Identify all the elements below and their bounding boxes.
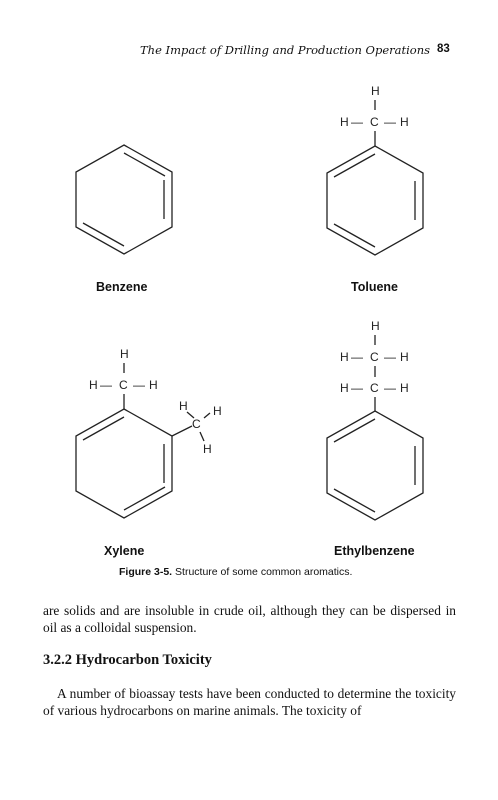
ethylbenzene-c1: C [370, 350, 379, 364]
figure-caption [119, 566, 352, 578]
ethylbenzene-h2-right: H [400, 381, 409, 395]
ethylbenzene-ring [327, 411, 423, 520]
xylene-structure [76, 347, 222, 518]
section-heading: 3.2.2 Hydrocarbon Toxicity [43, 652, 212, 668]
toluene-h-top: H [371, 84, 380, 98]
xylene-bond-right: — [133, 378, 145, 392]
toluene-h-left: H [340, 115, 349, 129]
ethylbenzene-h-top: H [371, 319, 380, 333]
xylene-ring [76, 409, 172, 518]
toluene-ring [327, 146, 423, 255]
ethylbenzene-h2-left: H [340, 381, 349, 395]
xylene-methyl-h-lower: H [203, 442, 212, 456]
toluene-bond-left: — [351, 115, 363, 129]
ethylbenzene-h1-right: H [400, 350, 409, 364]
body-paragraph: A number of bioassay tests have been conducted to determine the toxicity of various hydrocarbons on marine animals. The toxicity of [43, 686, 456, 718]
ethylbenzene-structure [327, 319, 423, 520]
toluene-label: Toluene [351, 280, 398, 294]
toluene-bond-right: — [384, 115, 396, 129]
ethylbenzene-bond-left: — [351, 381, 363, 395]
figure-caption-label: Figure 3-5. [119, 566, 173, 578]
toluene-structure [327, 84, 423, 255]
xylene-methyl-bond [187, 412, 194, 418]
xylene-c: C [119, 378, 128, 392]
page-number: 83 [437, 43, 450, 55]
xylene-h-left: H [89, 378, 98, 392]
xylene-methyl-bond [172, 426, 192, 436]
benzene-ring [76, 145, 172, 254]
xylene-methyl-bond [200, 432, 204, 441]
xylene-methyl-c: C [192, 417, 201, 431]
ethylbenzene-bond-right: — [384, 350, 396, 364]
ethylbenzene-h1-left: H [340, 350, 349, 364]
ethylbenzene-label: Ethylbenzene [334, 544, 415, 558]
xylene-bond-left: — [100, 378, 112, 392]
xylene-methyl-h-right: H [213, 404, 222, 418]
body-paragraph: are solids and are insoluble in crude oil, although they can be dispersed in oil as a colloidal suspension. [43, 603, 456, 635]
ethylbenzene-bond-left: — [351, 350, 363, 364]
toluene-h-right: H [400, 115, 409, 129]
xylene-h-top: H [120, 347, 129, 361]
benzene-label: Benzene [96, 280, 148, 294]
ethylbenzene-bond-right: — [384, 381, 396, 395]
running-header-title: The Impact of Drilling and Production Operations [140, 43, 431, 57]
xylene-label: Xylene [104, 544, 145, 558]
figure-caption-text: Structure of some common aromatics. [175, 566, 353, 578]
xylene-methyl-bond [204, 413, 210, 418]
ethylbenzene-c2: C [370, 381, 379, 395]
benzene-structure [76, 145, 172, 254]
toluene-c: C [370, 115, 379, 129]
xylene-methyl-h-upper: H [179, 399, 188, 413]
xylene-h-right: H [149, 378, 158, 392]
